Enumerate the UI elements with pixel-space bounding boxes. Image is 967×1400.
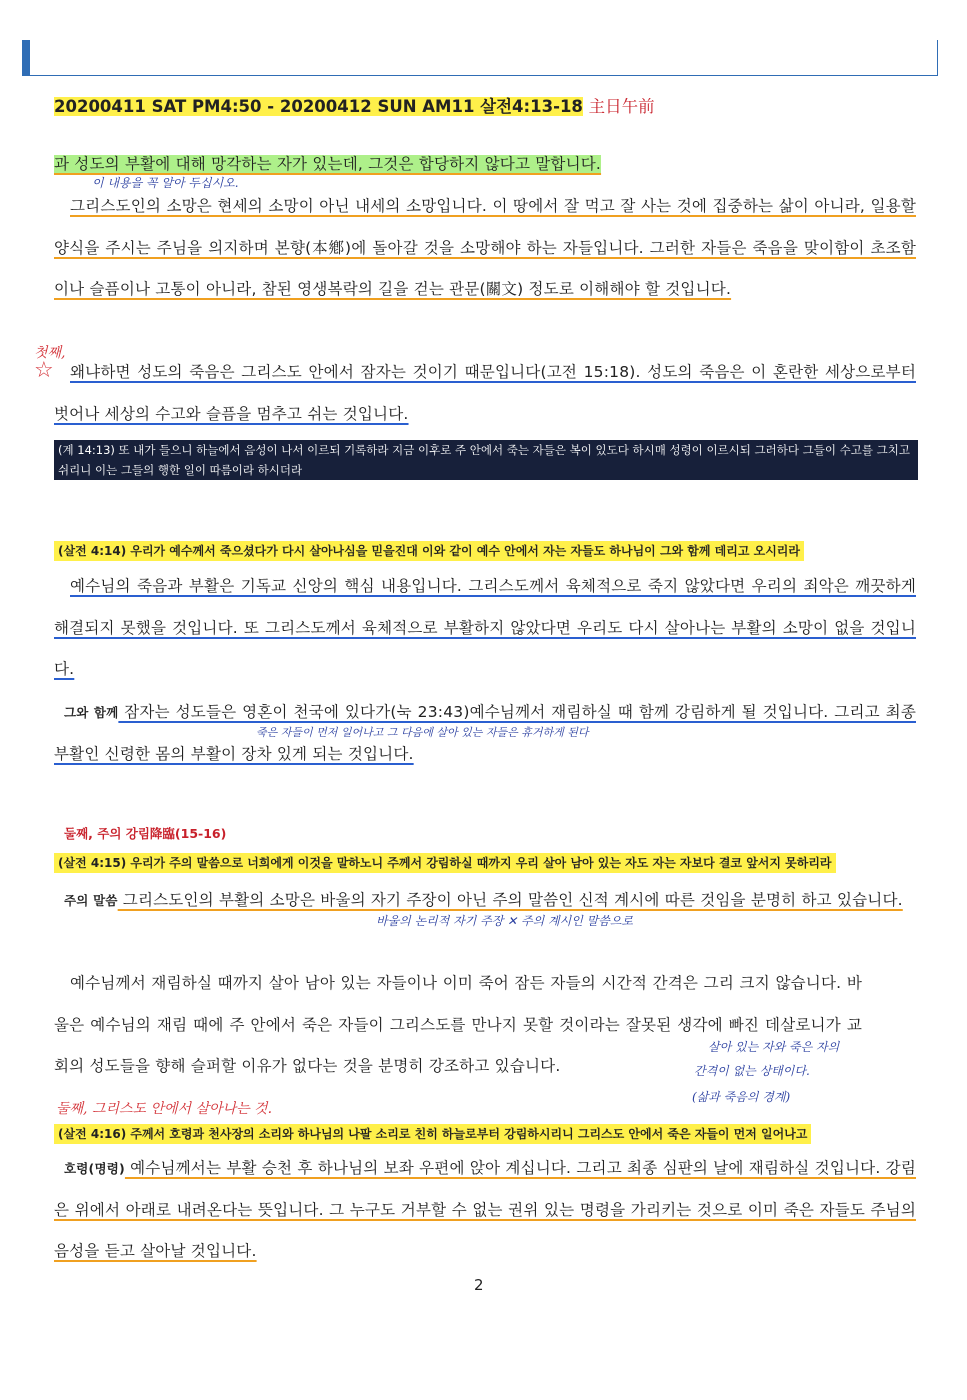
header-note: 主日午前 bbox=[588, 97, 655, 116]
handwritten-note-7: (삶과 죽음의 경계) bbox=[692, 1090, 791, 1104]
document-header bbox=[54, 94, 655, 120]
verse-1thess-4-15: (살전 4:15) 우리가 주의 말씀으로 너희에게 이것을 말하노니 주께서 강림하실 때까지 우리 살아 남아 있는 자도 자는 자보다 결코 앞서지 못하리라 bbox=[54, 853, 836, 873]
paragraph-4-text: 예수님의 죽음과 부활은 기독교 신앙의 핵심 내용입니다. 그리스도께서 육체적으로 죽지 않았다면 우리의 죄악은 깨끗하게 해결되지 못했을 것입니다. 또 그리스도께서 육체적으로 부활하지 않았다면 우리도 다시 살아나는 부활의 소망이 없을 것입니다. bbox=[54, 577, 916, 678]
star-icon: ☆ bbox=[34, 358, 54, 383]
verse-rev-14-13: (계 14:13) 또 내가 들으니 하늘에서 음성이 나서 이르되 기록하라 지금 이후로 주 안에서 죽는 자들은 복이 있도다 하시매 성령이 이르시되 그러하다 그들이 수고를 그치고 쉬리니 이는 그들의 행한 일이 따름이라 하시더라 bbox=[54, 440, 918, 480]
paragraph-6-text: 그리스도인의 부활의 소망은 바울의 자기 주장이 아닌 주의 말씀인 신적 계시에 따른 것임을 분명히 하고 있습니다. bbox=[117, 891, 903, 909]
paragraph-4 bbox=[54, 566, 916, 691]
header-frame bbox=[22, 40, 938, 76]
page-number: 2 bbox=[474, 1276, 484, 1294]
handwritten-note-8: 둘째, 그리스도 안에서 살아나는 것. bbox=[56, 1101, 273, 1117]
paragraph-6-lead: 주의 말씀 bbox=[64, 893, 118, 908]
section-title: 둘째, 주의 강림降臨(15-16) bbox=[64, 826, 227, 841]
paragraph-3-text: 왜냐하면 성도의 죽음은 그리스도 안에서 잠자는 것이기 때문입니다(고전 15:18). 성도의 죽음은 이 혼란한 세상으로부터 벗어나 세상의 수고와 슬픔을 멈추고 쉬는 것입니다. bbox=[54, 363, 916, 423]
paragraph-3 bbox=[54, 352, 916, 435]
paragraph-1-text: 과 성도의 부활에 대해 망각하는 자가 있는데, 그것은 합당하지 않다고 말합니다. bbox=[54, 155, 602, 173]
handwritten-note-1: 이 내용을 꼭 알아 두십시오. bbox=[92, 176, 239, 190]
paragraph-8-lead: 호령(명령) bbox=[64, 1161, 125, 1176]
paragraph-8 bbox=[54, 1148, 916, 1273]
paragraph-8-text: 예수님께서는 부활 승천 후 하나님의 보좌 우편에 앉아 계십니다. 그리고 최종 심판의 날에 재림하실 것입니다. 강림은 위에서 아래로 내려온다는 뜻입니다. 그 누구도 거부할 수 없는 권위 있는 명령을 가리키는 것으로 이미 죽은 자들도 주님의 음성을 듣고 살아날 것입니다. bbox=[54, 1159, 916, 1260]
handwritten-note-4: 바울의 논리적 자기 주장 ✕ 주의 계시인 말씀으로 bbox=[376, 914, 634, 928]
handwritten-note-5: 살아 있는 자와 죽은 자의 bbox=[708, 1040, 840, 1054]
verse-1thess-4-16: (살전 4:16) 주께서 호령과 천사장의 소리와 하나님의 나팔 소리로 친히 하늘로부터 강림하시리니 그리스도 안에서 죽은 자들이 먼저 일어나고 bbox=[54, 1124, 811, 1144]
paragraph-5-text: 잠자는 성도들은 영혼이 천국에 있다가(눅 23:43)예수님께서 재림하실 때 함께 강림하게 될 것입니다. 그리고 최종 부활인 신령한 몸의 부활이 장차 있게 되는 것입니다. bbox=[54, 703, 916, 763]
paragraph-5-lead: 그와 함께 bbox=[64, 705, 119, 720]
verse-1thess-4-14: (살전 4:14) 우리가 예수께서 죽으셨다가 다시 살아나심을 믿을진대 이와 같이 예수 안에서 자는 자들도 하나님이 그와 함께 데리고 오시리라 bbox=[54, 541, 804, 561]
paragraph-2 bbox=[54, 186, 916, 311]
handwritten-note-2: 첫째, bbox=[34, 345, 66, 361]
paragraph-7-text: 예수님께서 재림하실 때까지 살아 남아 있는 자들이나 이미 죽어 잠든 자들의 시간적 간격은 그리 크지 않습니다. 바울은 예수님의 재림 때에 주 안에서 죽은 자들이 그리스도를 만나지 못할 것이라는 잘못된 생각에 빠진 데살로니가 교회의 성도들을 향해 슬퍼할 이유가 없다는 것을 분명히 강조하고 있습니다. bbox=[54, 974, 862, 1075]
paragraph-2-text: 그리스도인의 소망은 현세의 소망이 아닌 내세의 소망입니다. 이 땅에서 잘 먹고 잘 사는 것에 집중하는 삶이 아니라, 일용할 양식을 주시는 주님을 의지하며 본향(本鄕)에 돌아갈 것을 소망해야 하는 자들입니다. 그러한 자들은 죽음을 맞이함이 초조함이나 슬픔이나 고통이 아니라, 참된 영생복락의 길을 걷는 관문(關文) 정도로 이해해야 할 것입니다. bbox=[54, 197, 916, 298]
handwritten-note-3: 죽은 자들이 먼저 일어나고 그 다음에 살아 있는 자들은 휴거하게 된다 bbox=[256, 726, 589, 739]
header-title: 20200411 SAT PM4:50 - 20200412 SUN AM11 살전4:13-18 bbox=[54, 97, 583, 116]
handwritten-note-6: 간격이 없는 상태이다. bbox=[694, 1064, 810, 1078]
